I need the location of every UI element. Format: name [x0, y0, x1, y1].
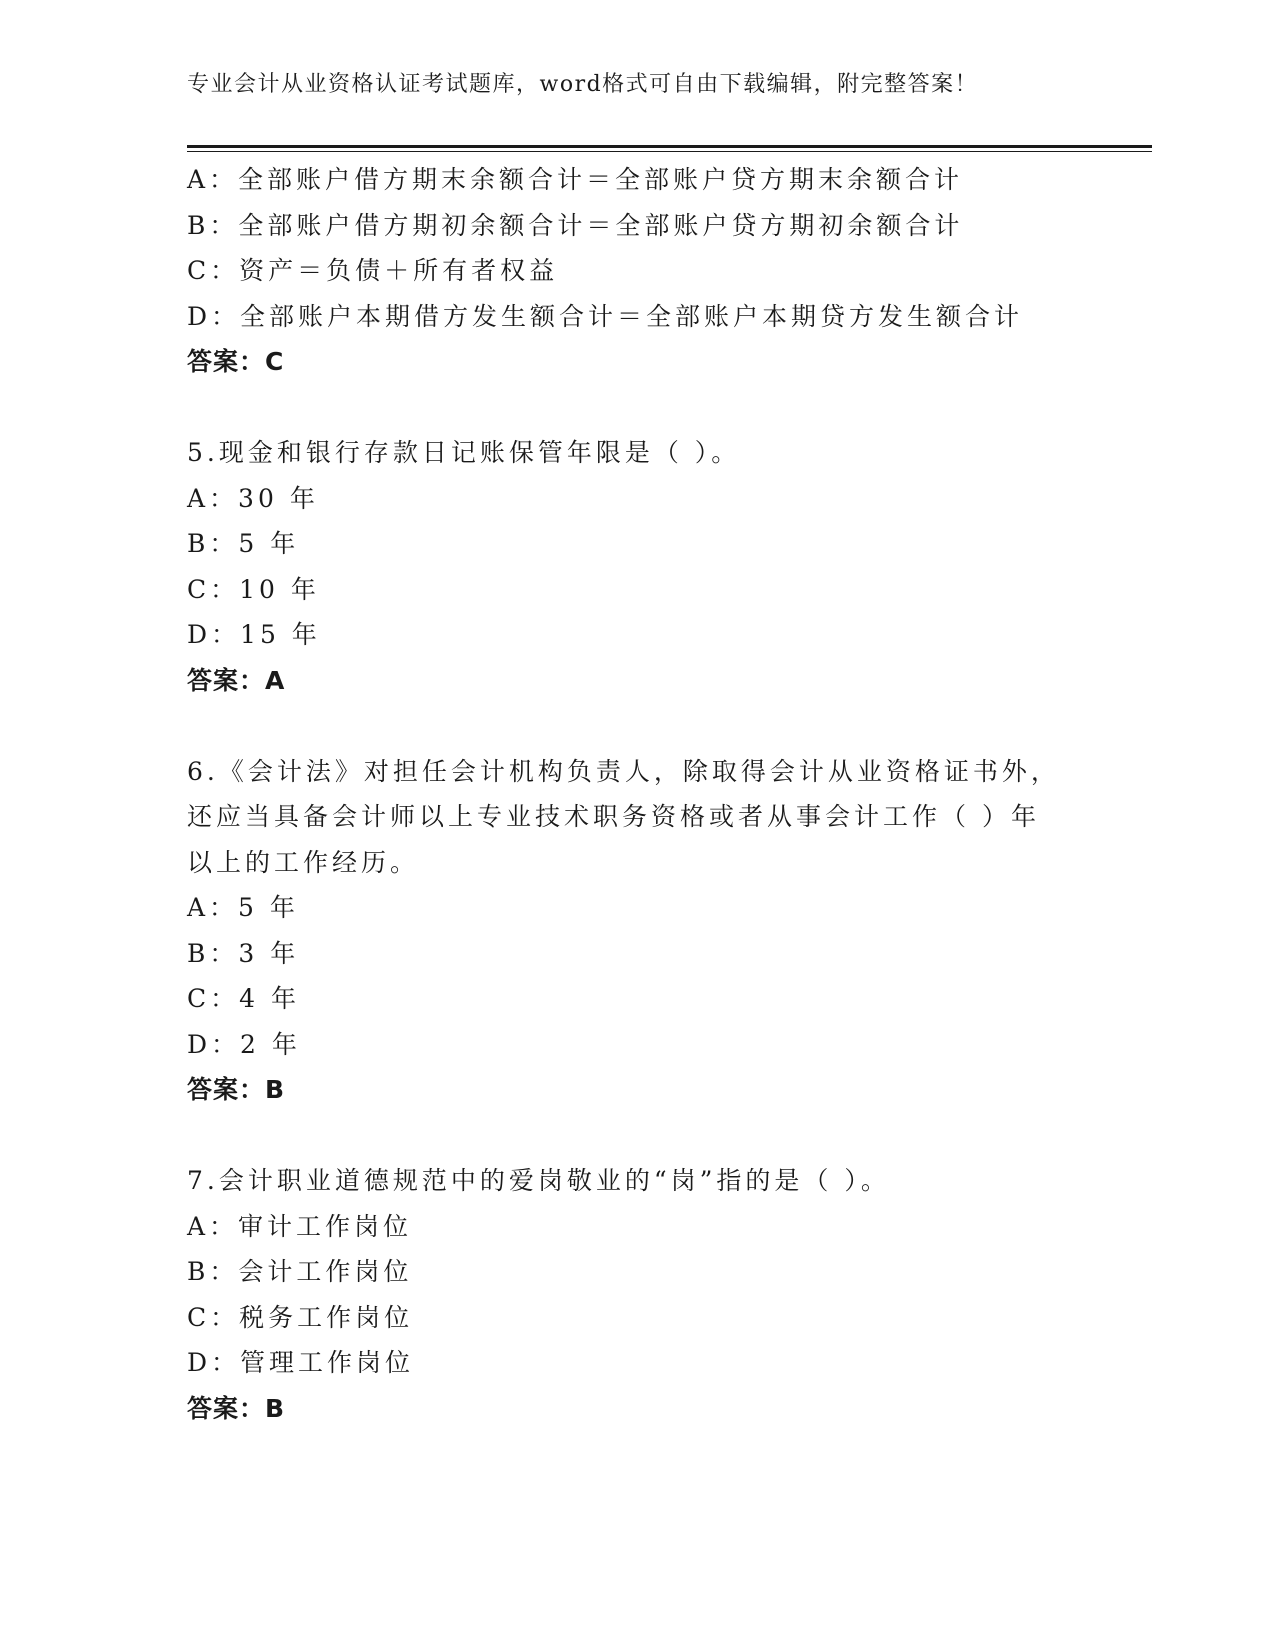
question-6: [187, 749, 1157, 1113]
option-d: D：全部账户本期借方发生额合计＝全部账户本期贷方发生额合计: [187, 301, 1024, 331]
question-4-tail: [187, 157, 1157, 385]
question-list: [187, 157, 1157, 1431]
question-stem-line-3: 以上的工作经历。: [187, 847, 420, 877]
option-b: B：3 年: [187, 938, 300, 968]
option-a: A：审计工作岗位: [187, 1211, 413, 1241]
answer: 答案：B: [187, 1075, 286, 1104]
option-d: D：管理工作岗位: [187, 1348, 415, 1377]
option-a: A：全部账户借方期末余额合计＝全部账户贷方期末余额合计: [187, 165, 964, 194]
spacer: [187, 385, 1157, 431]
answer: 答案：B: [187, 1393, 286, 1423]
option-b: B：会计工作岗位: [187, 1257, 413, 1286]
answer: 答案：C: [187, 347, 285, 376]
answer: 答案：A: [187, 665, 286, 695]
option-c: C：4 年: [187, 984, 300, 1013]
question-stem: 5.现金和银行存款日记账保管年限是（ ）。: [187, 438, 741, 467]
spacer: [187, 703, 1157, 749]
option-a: A：30 年: [187, 483, 319, 513]
header-rule-thin: [187, 151, 1152, 152]
question-stem: 7.会计职业道德规范中的爱岗敬业的“岗”指的是（ ）。: [187, 1166, 890, 1195]
option-d: D：2 年: [187, 1029, 301, 1059]
option-a: A：5 年: [187, 893, 299, 922]
option-c: C：税务工作岗位: [187, 1302, 414, 1332]
option-d: D：15 年: [187, 620, 321, 649]
page-header: 专业会计从业资格认证考试题库，word格式可自由下载编辑，附完整答案！: [187, 72, 979, 97]
spacer: [187, 1113, 1157, 1159]
question-stem-line-1: 6.《会计法》对担任会计机构负责人，除取得会计从业资格证书外，: [187, 756, 1060, 786]
option-b: B：全部账户借方期初余额合计＝全部账户贷方期初余额合计: [187, 210, 964, 240]
question-5: [187, 430, 1157, 703]
header-rule-thick: [187, 145, 1152, 148]
question-stem-line-2: 还应当具备会计师以上专业技术职务资格或者从事会计工作（ ）年: [187, 802, 1040, 831]
option-c: C：10 年: [187, 574, 320, 604]
question-7: [187, 1158, 1157, 1431]
option-c: C：资产＝负债＋所有者权益: [187, 256, 559, 285]
option-b: B：5 年: [187, 529, 300, 558]
